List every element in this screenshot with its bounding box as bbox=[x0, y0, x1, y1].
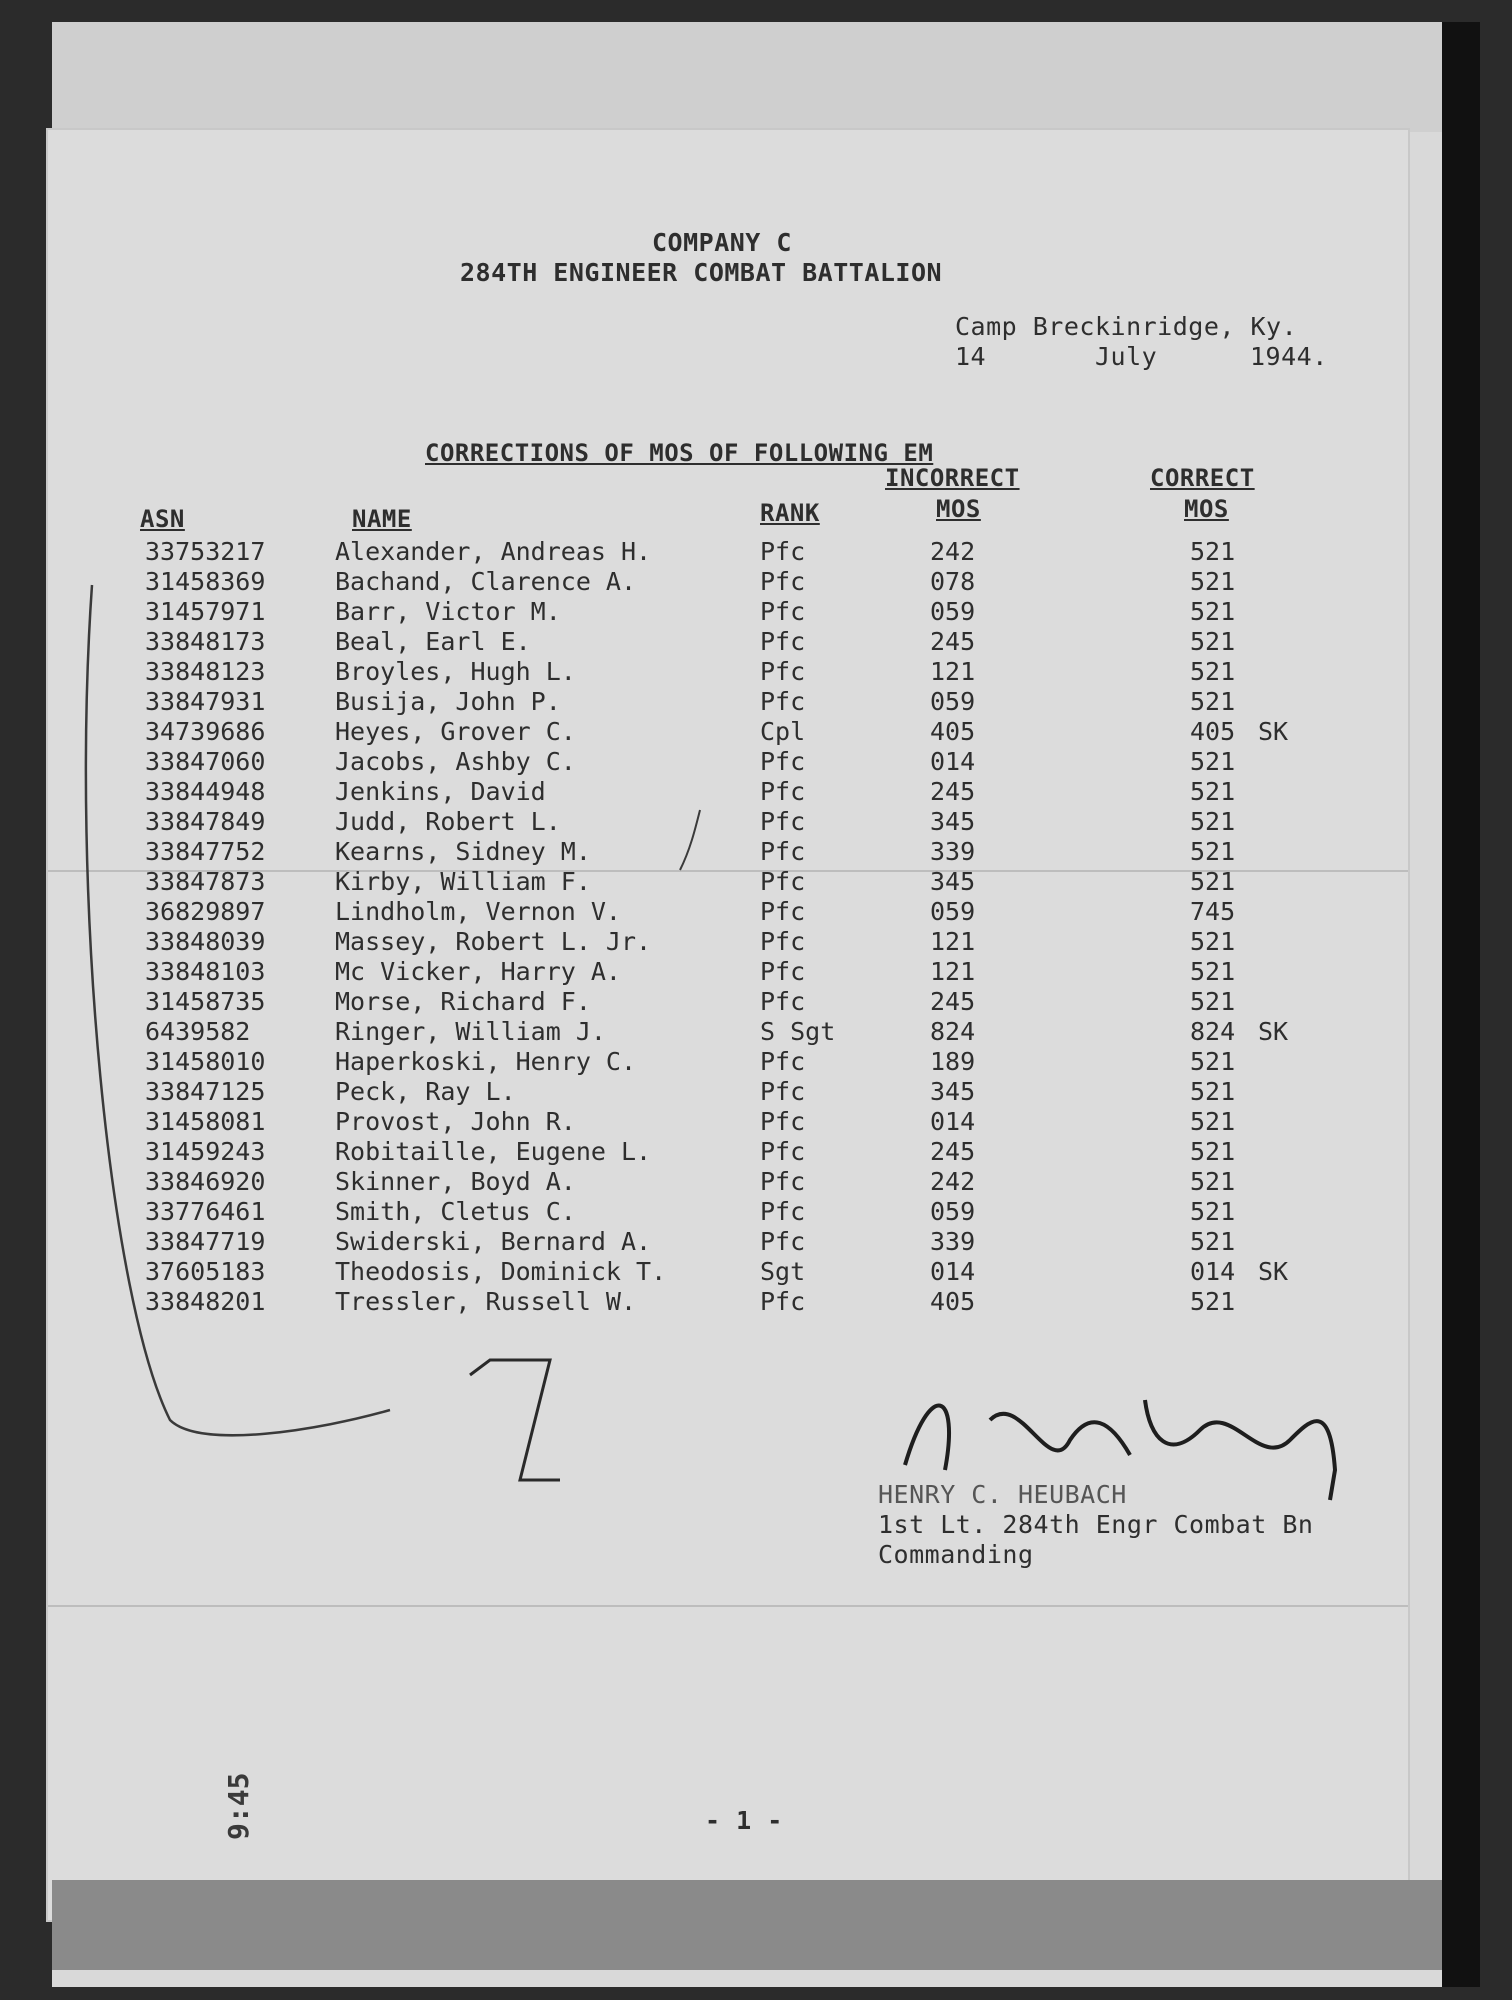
rank-cell: Pfc bbox=[760, 1047, 806, 1076]
incorrect-mos-cell: 121 bbox=[930, 957, 976, 986]
incorrect-mos-cell: 405 bbox=[930, 717, 976, 746]
asn-cell: 31458369 bbox=[145, 567, 266, 596]
incorrect-mos-cell: 059 bbox=[930, 897, 976, 926]
correct-mos-cell: 521 bbox=[1190, 1167, 1236, 1196]
name-cell: Judd, Robert L. bbox=[335, 807, 561, 836]
rank-cell: Pfc bbox=[760, 897, 806, 926]
correct-header-top: CORRECT bbox=[1150, 464, 1255, 492]
asn-cell: 33847125 bbox=[145, 1077, 266, 1106]
rank-cell: Pfc bbox=[760, 1287, 806, 1316]
asn-cell: 33753217 bbox=[145, 537, 266, 566]
date-month: July bbox=[1095, 342, 1158, 371]
name-cell: Robitaille, Eugene L. bbox=[335, 1137, 652, 1166]
asn-cell: 33847752 bbox=[145, 837, 266, 866]
rank-cell: Cpl bbox=[760, 717, 806, 746]
correct-mos-cell: 521 bbox=[1190, 537, 1236, 566]
correct-mos-cell: 521 bbox=[1190, 1137, 1236, 1166]
asn-cell: 37605183 bbox=[145, 1257, 266, 1286]
rank-cell: Pfc bbox=[760, 747, 806, 776]
incorrect-mos-cell: 339 bbox=[930, 1227, 976, 1256]
pen-mark-z bbox=[470, 1360, 560, 1480]
asn-cell: 31458081 bbox=[145, 1107, 266, 1136]
incorrect-mos-cell: 059 bbox=[930, 597, 976, 626]
name-cell: Lindholm, Vernon V. bbox=[335, 897, 621, 926]
name-cell: Jacobs, Ashby C. bbox=[335, 747, 576, 776]
incorrect-mos-cell: 059 bbox=[930, 1197, 976, 1226]
asn-cell: 33848201 bbox=[145, 1287, 266, 1316]
margin-stamp: 9:45 bbox=[222, 1772, 255, 1840]
date-day: 14 bbox=[955, 342, 987, 371]
name-cell: Morse, Richard F. bbox=[335, 987, 591, 1016]
asn-cell: 33846920 bbox=[145, 1167, 266, 1196]
rank-cell: Pfc bbox=[760, 1167, 806, 1196]
correct-mos-cell: 521 bbox=[1190, 807, 1236, 836]
incorrect-mos-cell: 014 bbox=[930, 1257, 976, 1286]
note-cell: SK bbox=[1258, 1017, 1289, 1046]
name-cell: Busija, John P. bbox=[335, 687, 561, 716]
asn-cell: 33847060 bbox=[145, 747, 266, 776]
correct-mos-cell: 521 bbox=[1190, 867, 1236, 896]
name-cell: Smith, Cletus C. bbox=[335, 1197, 576, 1226]
asn-cell: 33847719 bbox=[145, 1227, 266, 1256]
pen-tick-mark bbox=[680, 810, 700, 870]
correct-mos-cell: 521 bbox=[1190, 837, 1236, 866]
name-header: NAME bbox=[352, 505, 412, 533]
incorrect-mos-cell: 245 bbox=[930, 627, 976, 656]
name-cell: Alexander, Andreas H. bbox=[335, 537, 652, 566]
name-cell: Heyes, Grover C. bbox=[335, 717, 576, 746]
rank-cell: Pfc bbox=[760, 837, 806, 866]
asn-cell: 33848173 bbox=[145, 627, 266, 656]
rank-cell: Pfc bbox=[760, 687, 806, 716]
name-cell: Beal, Earl E. bbox=[335, 627, 531, 656]
rank-cell: Pfc bbox=[760, 927, 806, 956]
rank-cell: Pfc bbox=[760, 807, 806, 836]
rank-cell: Pfc bbox=[760, 1107, 806, 1136]
incorrect-mos-cell: 059 bbox=[930, 687, 976, 716]
rank-cell: Pfc bbox=[760, 657, 806, 686]
incorrect-mos-cell: 121 bbox=[930, 657, 976, 686]
incorrect-header-top: INCORRECT bbox=[885, 464, 1020, 492]
name-cell: Massey, Robert L. Jr. bbox=[335, 927, 652, 956]
correct-mos-cell: 014 bbox=[1190, 1257, 1236, 1286]
name-cell: Skinner, Boyd A. bbox=[335, 1167, 576, 1196]
asn-cell: 31458010 bbox=[145, 1047, 266, 1076]
incorrect-mos-cell: 242 bbox=[930, 537, 976, 566]
correct-mos-cell: 521 bbox=[1190, 1047, 1236, 1076]
rank-cell: Pfc bbox=[760, 627, 806, 656]
correct-mos-cell: 521 bbox=[1190, 1077, 1236, 1106]
signatory-role: Commanding bbox=[878, 1540, 1034, 1569]
incorrect-mos-cell: 242 bbox=[930, 1167, 976, 1196]
correct-mos-cell: 521 bbox=[1190, 627, 1236, 656]
asn-cell: 36829897 bbox=[145, 897, 266, 926]
rank-cell: Pfc bbox=[760, 987, 806, 1016]
name-cell: Tressler, Russell W. bbox=[335, 1287, 637, 1316]
location: Camp Breckinridge, Ky. bbox=[955, 312, 1298, 341]
incorrect-mos-cell: 824 bbox=[930, 1017, 976, 1046]
rank-cell: Pfc bbox=[760, 597, 806, 626]
note-cell: SK bbox=[1258, 717, 1289, 746]
asn-cell: 34739686 bbox=[145, 717, 266, 746]
rank-cell: Pfc bbox=[760, 867, 806, 896]
rank-cell: Pfc bbox=[760, 537, 806, 566]
name-cell: Broyles, Hugh L. bbox=[335, 657, 576, 686]
correct-mos-cell: 521 bbox=[1190, 777, 1236, 806]
rank-cell: Pfc bbox=[760, 1227, 806, 1256]
correct-mos-cell: 824 bbox=[1190, 1017, 1236, 1046]
rank-cell: S Sgt bbox=[760, 1017, 836, 1046]
battalion-heading: 284TH ENGINEER COMBAT BATTALION bbox=[460, 258, 943, 287]
correct-mos-cell: 521 bbox=[1190, 927, 1236, 956]
incorrect-mos-cell: 245 bbox=[930, 777, 976, 806]
correct-mos-cell: 521 bbox=[1190, 597, 1236, 626]
name-cell: Provost, John R. bbox=[335, 1107, 576, 1136]
name-cell: Jenkins, David bbox=[335, 777, 546, 806]
asn-header: ASN bbox=[140, 505, 185, 533]
incorrect-mos-cell: 189 bbox=[930, 1047, 976, 1076]
correct-mos-cell: 521 bbox=[1190, 1197, 1236, 1226]
correct-mos-cell: 745 bbox=[1190, 897, 1236, 926]
name-cell: Swiderski, Bernard A. bbox=[335, 1227, 652, 1256]
incorrect-mos-cell: 245 bbox=[930, 1137, 976, 1166]
name-cell: Ringer, William J. bbox=[335, 1017, 606, 1046]
correct-mos-cell: 521 bbox=[1190, 687, 1236, 716]
incorrect-header-bottom: MOS bbox=[936, 495, 981, 523]
bracket-pen-mark bbox=[86, 585, 390, 1435]
rank-cell: Sgt bbox=[760, 1257, 806, 1286]
incorrect-mos-cell: 245 bbox=[930, 987, 976, 1016]
signatory-title: 1st Lt. 284th Engr Combat Bn bbox=[878, 1510, 1314, 1539]
rank-cell: Pfc bbox=[760, 1077, 806, 1106]
name-cell: Mc Vicker, Harry A. bbox=[335, 957, 621, 986]
asn-cell: 33847873 bbox=[145, 867, 266, 896]
incorrect-mos-cell: 121 bbox=[930, 927, 976, 956]
asn-cell: 31458735 bbox=[145, 987, 266, 1016]
signatory-name: HENRY C. HEUBACH bbox=[878, 1480, 1127, 1509]
correct-mos-cell: 521 bbox=[1190, 657, 1236, 686]
correct-mos-cell: 521 bbox=[1190, 1227, 1236, 1256]
document-title: CORRECTIONS OF MOS OF FOLLOWING EM bbox=[425, 439, 934, 467]
correct-mos-cell: 521 bbox=[1190, 567, 1236, 596]
name-cell: Haperkoski, Henry C. bbox=[335, 1047, 637, 1076]
name-cell: Theodosis, Dominick T. bbox=[335, 1257, 667, 1286]
rank-cell: Pfc bbox=[760, 957, 806, 986]
incorrect-mos-cell: 339 bbox=[930, 837, 976, 866]
asn-cell: 6439582 bbox=[145, 1017, 251, 1046]
correct-mos-cell: 521 bbox=[1190, 1107, 1236, 1136]
company-heading: COMPANY C bbox=[652, 228, 792, 257]
incorrect-mos-cell: 345 bbox=[930, 1077, 976, 1106]
name-cell: Peck, Ray L. bbox=[335, 1077, 516, 1106]
correct-mos-cell: 521 bbox=[1190, 957, 1236, 986]
asn-cell: 33848039 bbox=[145, 927, 266, 956]
correct-header-bottom: MOS bbox=[1184, 495, 1229, 523]
date-year: 1944. bbox=[1250, 342, 1328, 371]
rank-header: RANK bbox=[760, 499, 820, 527]
note-cell: SK bbox=[1258, 1257, 1289, 1286]
page-number: - 1 - bbox=[705, 1806, 783, 1835]
rank-cell: Pfc bbox=[760, 1137, 806, 1166]
name-cell: Kearns, Sidney M. bbox=[335, 837, 591, 866]
asn-cell: 31459243 bbox=[145, 1137, 266, 1166]
asn-cell: 31457971 bbox=[145, 597, 266, 626]
name-cell: Kirby, William F. bbox=[335, 867, 591, 896]
asn-cell: 33847849 bbox=[145, 807, 266, 836]
asn-cell: 33848123 bbox=[145, 657, 266, 686]
incorrect-mos-cell: 405 bbox=[930, 1287, 976, 1316]
correct-mos-cell: 405 bbox=[1190, 717, 1236, 746]
asn-cell: 33844948 bbox=[145, 777, 266, 806]
incorrect-mos-cell: 345 bbox=[930, 807, 976, 836]
rank-cell: Pfc bbox=[760, 777, 806, 806]
correct-mos-cell: 521 bbox=[1190, 747, 1236, 776]
correct-mos-cell: 521 bbox=[1190, 987, 1236, 1016]
incorrect-mos-cell: 014 bbox=[930, 747, 976, 776]
incorrect-mos-cell: 345 bbox=[930, 867, 976, 896]
asn-cell: 33847931 bbox=[145, 687, 266, 716]
incorrect-mos-cell: 078 bbox=[930, 567, 976, 596]
name-cell: Bachand, Clarence A. bbox=[335, 567, 637, 596]
asn-cell: 33776461 bbox=[145, 1197, 266, 1226]
asn-cell: 33848103 bbox=[145, 957, 266, 986]
incorrect-mos-cell: 014 bbox=[930, 1107, 976, 1136]
name-cell: Barr, Victor M. bbox=[335, 597, 561, 626]
rank-cell: Pfc bbox=[760, 1197, 806, 1226]
correct-mos-cell: 521 bbox=[1190, 1287, 1236, 1316]
rank-cell: Pfc bbox=[760, 567, 806, 596]
